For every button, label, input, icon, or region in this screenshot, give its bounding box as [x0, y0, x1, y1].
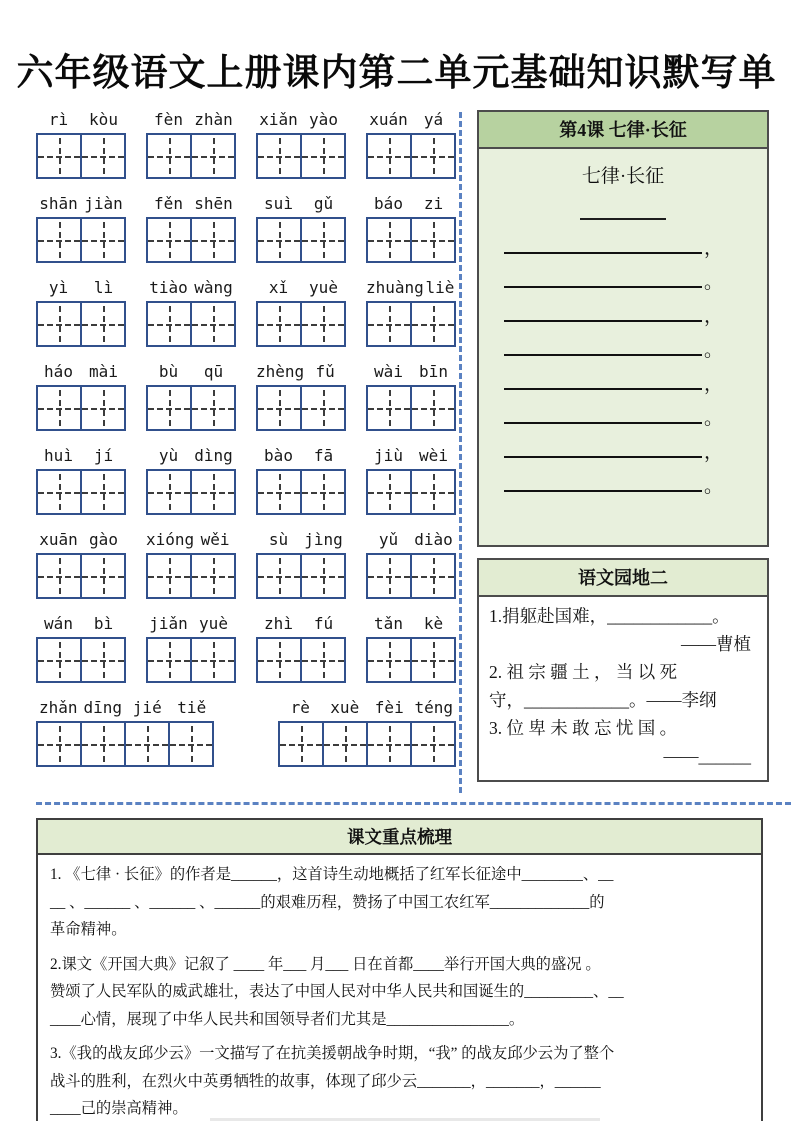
pinyin-syllable: jí	[93, 446, 114, 465]
pinyin-syllable: zhì	[264, 614, 293, 633]
poem-lines	[501, 238, 745, 497]
pinyin-word-block	[36, 362, 126, 431]
pinyin-label	[36, 194, 126, 217]
writing-cell[interactable]	[322, 723, 366, 765]
writing-cell[interactable]	[368, 219, 410, 261]
writing-cell[interactable]	[80, 723, 124, 765]
pinyin-label	[366, 446, 456, 469]
pinyin-word-block	[36, 194, 126, 263]
writing-cell[interactable]	[38, 639, 80, 681]
pinyin-syllable: xǐ	[268, 278, 289, 297]
writing-grid[interactable]	[146, 553, 236, 599]
main-area	[0, 110, 793, 793]
pinyin-word-block	[146, 530, 236, 599]
poem-line	[501, 374, 745, 395]
writing-cell[interactable]	[410, 471, 454, 513]
pinyin-label	[36, 698, 214, 721]
writing-cell[interactable]	[258, 555, 300, 597]
pinyin-label	[366, 362, 456, 385]
pinyin-syllable: rì	[48, 110, 69, 129]
writing-cell[interactable]	[190, 555, 234, 597]
pinyin-word-block	[366, 110, 456, 179]
pinyin-word-block	[146, 278, 236, 347]
writing-cell[interactable]	[300, 303, 344, 345]
writing-cell[interactable]	[190, 219, 234, 261]
pinyin-row	[36, 362, 456, 431]
writing-grid[interactable]	[36, 637, 126, 683]
pinyin-syllable: xuán	[369, 110, 408, 129]
pinyin-syllable: wèi	[419, 446, 448, 465]
pinyin-syllable: háo	[44, 362, 73, 381]
pinyin-row	[36, 698, 456, 767]
writing-cell[interactable]	[366, 723, 410, 765]
vertical-dashed-divider	[459, 112, 462, 793]
poem-line	[501, 238, 745, 259]
poem-line	[501, 408, 745, 429]
pinyin-label	[366, 278, 456, 301]
pinyin-syllable: bào	[264, 446, 293, 465]
pinyin-syllable: yào	[309, 110, 338, 129]
pinyin-label	[146, 278, 236, 301]
pinyin-syllable: kè	[423, 614, 444, 633]
writing-grid[interactable]	[36, 385, 126, 431]
pinyin-syllable: tiào	[149, 278, 188, 297]
pinyin-word-block	[146, 614, 236, 683]
pinyin-label	[146, 362, 236, 385]
writing-grid[interactable]	[146, 385, 236, 431]
pinyin-label	[256, 110, 346, 133]
writing-cell[interactable]	[168, 723, 212, 765]
pinyin-word-block	[256, 362, 346, 431]
writing-grid[interactable]	[36, 301, 126, 347]
pinyin-label	[146, 446, 236, 469]
writing-grid[interactable]	[366, 637, 456, 683]
summary-item	[50, 951, 749, 1034]
pinyin-syllable: jié	[132, 698, 162, 717]
writing-cell[interactable]	[148, 471, 190, 513]
pinyin-label	[146, 530, 236, 553]
summary-panel	[36, 818, 763, 1121]
pinyin-row	[36, 194, 456, 263]
pinyin-syllable: kòu	[89, 110, 118, 129]
writing-cell[interactable]	[368, 471, 410, 513]
writing-cell[interactable]	[80, 303, 124, 345]
writing-cell[interactable]	[300, 219, 344, 261]
writing-cell[interactable]	[280, 723, 322, 765]
pinyin-label	[256, 278, 346, 301]
pinyin-label	[366, 614, 456, 637]
pinyin-word-block	[146, 110, 236, 179]
pinyin-row	[36, 110, 456, 179]
writing-cell[interactable]	[410, 555, 454, 597]
pinyin-syllable: jiàn	[84, 194, 123, 213]
writing-cell[interactable]	[258, 219, 300, 261]
writing-grid[interactable]	[256, 385, 346, 431]
writing-cell[interactable]	[190, 639, 234, 681]
pinyin-word-block	[256, 446, 346, 515]
writing-grid[interactable]	[36, 133, 126, 179]
summary-line: 3.《我的战友邱少云》一文描写了在抗美援朝战争时期，“我” 的战友邱少云为了整个	[50, 1045, 615, 1062]
poem-line	[501, 476, 745, 497]
pinyin-syllable: bù	[158, 362, 179, 381]
poem-line	[501, 272, 745, 293]
pinyin-word-block	[278, 698, 456, 767]
writing-cell[interactable]	[368, 639, 410, 681]
writing-cell[interactable]	[190, 303, 234, 345]
writing-cell[interactable]	[80, 639, 124, 681]
poem-punctuation: ，	[704, 306, 724, 327]
page-title: 六年级语文上册课内第二单元基础知识默写单	[16, 53, 777, 94]
pinyin-word-block	[36, 698, 214, 767]
pinyin-word-block	[366, 614, 456, 683]
writing-cell[interactable]	[148, 135, 190, 177]
pinyin-grid-section	[36, 110, 456, 782]
writing-grid[interactable]	[146, 637, 236, 683]
summary-line: 革命精神。	[50, 921, 127, 938]
pinyin-syllable: qū	[203, 362, 224, 381]
pinyin-syllable: fǔ	[315, 362, 335, 381]
writing-cell[interactable]	[410, 639, 454, 681]
poem-punctuation: ，	[704, 374, 724, 395]
pinyin-label	[36, 362, 126, 385]
pinyin-syllable: wài	[374, 362, 403, 381]
pinyin-word-block	[256, 614, 346, 683]
pinyin-syllable: fěn	[154, 194, 183, 213]
pinyin-syllable: rè	[290, 698, 310, 717]
pinyin-label	[146, 194, 236, 217]
pinyin-label	[146, 110, 236, 133]
writing-cell[interactable]	[410, 387, 454, 429]
poem-line	[501, 340, 745, 361]
summary-panel-body	[38, 855, 761, 1121]
garden-line: 3. 位 卑 未 敢 忘 忧 国 。	[489, 718, 678, 738]
writing-cell[interactable]	[38, 135, 80, 177]
writing-grid[interactable]	[256, 637, 346, 683]
writing-cell[interactable]	[124, 723, 168, 765]
poem-title: 七律·长征	[581, 166, 665, 187]
summary-line: 2.课文《开国大典》记叙了 ____ 年___ 月___ 日在首都____举行开国大典的盛况 。	[50, 955, 601, 973]
summary-line: 战斗的胜利，在烈火中英勇牺牲的故事，体现了邱少云_______，_______，______	[50, 1072, 601, 1090]
pinyin-word-block	[366, 194, 456, 263]
writing-grid[interactable]	[146, 469, 236, 515]
pinyin-syllable: fèn	[154, 110, 183, 129]
writing-cell[interactable]	[190, 471, 234, 513]
pinyin-syllable: yuè	[309, 278, 338, 297]
writing-cell[interactable]	[368, 555, 410, 597]
pinyin-syllable: xiǎn	[259, 110, 298, 129]
pinyin-syllable: fú	[313, 614, 334, 633]
summary-panel-header: 课文重点梳理	[38, 820, 761, 855]
summary-item	[50, 1040, 749, 1121]
pinyin-word-block	[366, 530, 456, 599]
pinyin-syllable: jiǎn	[149, 614, 188, 633]
writing-grid[interactable]	[36, 553, 126, 599]
pinyin-syllable: huì	[44, 446, 73, 465]
writing-grid[interactable]	[36, 469, 126, 515]
writing-grid[interactable]	[256, 469, 346, 515]
pinyin-syllable: yǔ	[378, 530, 399, 549]
writing-cell[interactable]	[80, 471, 124, 513]
writing-grid[interactable]	[146, 217, 236, 263]
writing-cell[interactable]	[148, 219, 190, 261]
pinyin-syllable: gǔ	[313, 194, 334, 213]
garden-panel-header: 语文园地二	[479, 560, 767, 597]
pinyin-word-block	[36, 530, 126, 599]
pinyin-syllable: shēn	[194, 194, 233, 213]
poem-punctuation: ，	[704, 442, 724, 463]
pinyin-word-block	[256, 110, 346, 179]
pinyin-syllable: mài	[89, 362, 118, 381]
writing-cell[interactable]	[38, 723, 80, 765]
lesson-panel	[477, 110, 769, 547]
poem-author-blank[interactable]	[580, 218, 666, 220]
pinyin-word-block	[146, 194, 236, 263]
writing-grid[interactable]	[256, 217, 346, 263]
pinyin-row	[36, 446, 456, 515]
pinyin-syllable: zhǎn	[38, 698, 78, 717]
pinyin-syllable: tǎn	[374, 614, 403, 633]
pinyin-word-block	[36, 446, 126, 515]
summary-line: ____心情，展现了中华人民共和国领导者们尤其是________________。	[50, 1010, 525, 1028]
writing-grid[interactable]	[366, 553, 456, 599]
writing-cell[interactable]	[300, 471, 344, 513]
writing-cell[interactable]	[410, 303, 454, 345]
writing-cell[interactable]	[148, 555, 190, 597]
pinyin-syllable: dìng	[194, 446, 233, 465]
lesson-panel-header: 第4课 七律·长征	[479, 112, 767, 149]
writing-cell[interactable]	[258, 387, 300, 429]
pinyin-syllable: jiù	[374, 446, 403, 465]
pinyin-word-block	[36, 278, 126, 347]
poem-blank-line[interactable]	[504, 354, 702, 356]
pinyin-row	[36, 278, 456, 347]
writing-cell[interactable]	[38, 219, 80, 261]
writing-cell[interactable]	[410, 135, 454, 177]
pinyin-row	[36, 614, 456, 683]
pinyin-label	[146, 614, 236, 637]
writing-cell[interactable]	[258, 135, 300, 177]
writing-cell[interactable]	[38, 387, 80, 429]
poem-punctuation: 。	[704, 408, 724, 429]
poem-blank-line[interactable]	[504, 422, 702, 424]
writing-grid[interactable]	[366, 385, 456, 431]
garden-line: 2. 祖 宗 疆 土 ， 当 以 死	[489, 662, 678, 682]
pinyin-syllable: jìng	[304, 530, 343, 549]
writing-cell[interactable]	[300, 135, 344, 177]
pinyin-syllable: tiě	[177, 698, 207, 717]
writing-cell[interactable]	[38, 555, 80, 597]
garden-line: 1.捐躯赴国难，____________。	[489, 606, 730, 626]
pinyin-label	[256, 614, 346, 637]
pinyin-syllable: bì	[93, 614, 114, 633]
writing-grid[interactable]	[146, 133, 236, 179]
pinyin-label	[278, 698, 456, 721]
writing-cell[interactable]	[300, 639, 344, 681]
pinyin-label	[36, 446, 126, 469]
pinyin-syllable: wán	[44, 614, 73, 633]
writing-grid[interactable]	[36, 721, 214, 767]
pinyin-syllable: lì	[93, 278, 114, 297]
pinyin-word-block	[36, 614, 126, 683]
garden-line: ——曹植	[681, 634, 751, 654]
pinyin-syllable: shān	[39, 194, 78, 213]
pinyin-label	[366, 110, 456, 133]
pinyin-label	[256, 530, 346, 553]
summary-item	[50, 861, 749, 944]
poem-blank-line[interactable]	[504, 286, 702, 288]
poem-punctuation: 。	[704, 272, 724, 293]
pinyin-syllable: suì	[264, 194, 293, 213]
garden-panel-body	[479, 597, 767, 780]
pinyin-label	[366, 194, 456, 217]
writing-cell[interactable]	[190, 135, 234, 177]
poem-blank-line[interactable]	[504, 456, 702, 458]
writing-cell[interactable]	[258, 639, 300, 681]
pinyin-syllable: gào	[89, 530, 118, 549]
pinyin-word-block	[36, 110, 126, 179]
pinyin-syllable: fèi	[374, 698, 404, 717]
writing-grid[interactable]	[36, 217, 126, 263]
summary-line: __ 、______ 、______ 、______的艰难历程，赞扬了中国工农红军_____________的	[50, 893, 605, 911]
pinyin-word-block	[366, 446, 456, 515]
poem-punctuation: ，	[704, 238, 724, 259]
writing-cell[interactable]	[258, 303, 300, 345]
pinyin-syllable: xuè	[330, 698, 360, 717]
pinyin-syllable: yù	[158, 446, 179, 465]
garden-line: ——______	[663, 746, 751, 766]
pinyin-syllable: zhuàng	[366, 278, 424, 297]
poem-line	[501, 306, 745, 327]
pinyin-label	[256, 446, 346, 469]
writing-grid[interactable]	[146, 301, 236, 347]
summary-line: 赞颂了人民军队的威武雄壮，表达了中国人民对中华人民共和国诞生的_________、__	[50, 983, 624, 1000]
poem-blank-line[interactable]	[504, 252, 702, 254]
writing-cell[interactable]	[80, 387, 124, 429]
writing-cell[interactable]	[368, 135, 410, 177]
writing-cell[interactable]	[148, 639, 190, 681]
horizontal-dashed-divider	[36, 802, 791, 805]
pinyin-syllable: dīng	[83, 698, 123, 717]
pinyin-label	[256, 194, 346, 217]
pinyin-syllable: sù	[268, 530, 289, 549]
writing-cell[interactable]	[38, 471, 80, 513]
pinyin-label	[36, 110, 126, 133]
writing-grid[interactable]	[366, 301, 456, 347]
poem-blank-line[interactable]	[504, 320, 702, 322]
pinyin-row	[36, 530, 456, 599]
pinyin-word-block	[146, 446, 236, 515]
writing-cell[interactable]	[258, 471, 300, 513]
pinyin-syllable: xióng	[146, 530, 195, 549]
writing-grid[interactable]	[278, 721, 456, 767]
writing-cell[interactable]	[300, 387, 344, 429]
writing-cell[interactable]	[300, 555, 344, 597]
pinyin-syllable: zhàn	[194, 110, 233, 129]
pinyin-syllable: liè	[425, 278, 455, 297]
writing-cell[interactable]	[38, 303, 80, 345]
pinyin-syllable: bīn	[419, 362, 448, 381]
right-column	[477, 110, 769, 793]
pinyin-label	[36, 278, 126, 301]
writing-grid[interactable]	[366, 133, 456, 179]
pinyin-syllable: wěi	[200, 530, 230, 549]
writing-grid[interactable]	[366, 217, 456, 263]
garden-line: 守，____________。——李纲	[489, 690, 717, 710]
poem-blank-line[interactable]	[504, 490, 702, 492]
pinyin-syllable: wàng	[194, 278, 233, 297]
summary-line: 1. 《七律 · 长征》的作者是______，这首诗生动地概括了红军长征途中________、__	[50, 866, 614, 883]
pinyin-syllable: diào	[414, 530, 453, 549]
pinyin-syllable: yá	[423, 110, 444, 129]
writing-cell[interactable]	[80, 219, 124, 261]
poem-blank-line[interactable]	[504, 388, 702, 390]
writing-cell[interactable]	[80, 555, 124, 597]
pinyin-syllable: yì	[48, 278, 69, 297]
pinyin-word-block	[256, 278, 346, 347]
pinyin-syllable: xuān	[39, 530, 78, 549]
writing-grid[interactable]	[256, 133, 346, 179]
writing-cell[interactable]	[410, 723, 454, 765]
pinyin-syllable: téng	[414, 698, 454, 717]
pinyin-syllable: zi	[423, 194, 444, 213]
pinyin-syllable: zhèng	[256, 362, 305, 381]
writing-grid[interactable]	[366, 469, 456, 515]
writing-cell[interactable]	[80, 135, 124, 177]
pinyin-label	[36, 530, 126, 553]
writing-cell[interactable]	[410, 219, 454, 261]
lesson-panel-body	[479, 149, 767, 545]
writing-grid[interactable]	[256, 301, 346, 347]
writing-cell[interactable]	[368, 387, 410, 429]
writing-cell[interactable]	[368, 303, 410, 345]
pinyin-syllable: báo	[374, 194, 403, 213]
pinyin-word-block	[146, 362, 236, 431]
pinyin-label	[256, 362, 346, 385]
writing-cell[interactable]	[190, 387, 234, 429]
writing-cell[interactable]	[148, 387, 190, 429]
pinyin-syllable: yuè	[199, 614, 228, 633]
pinyin-label	[36, 614, 126, 637]
poem-punctuation: 。	[704, 476, 724, 497]
summary-line: ____己的崇高精神。	[50, 1100, 188, 1117]
garden-panel	[477, 558, 769, 782]
writing-grid[interactable]	[256, 553, 346, 599]
poem-punctuation: 。	[704, 340, 724, 361]
pinyin-word-block	[256, 530, 346, 599]
pinyin-word-block	[366, 278, 456, 347]
pinyin-label	[366, 530, 456, 553]
pinyin-word-block	[256, 194, 346, 263]
poem-line	[501, 442, 745, 463]
writing-cell[interactable]	[148, 303, 190, 345]
pinyin-word-block	[366, 362, 456, 431]
pinyin-syllable: fā	[313, 446, 334, 465]
